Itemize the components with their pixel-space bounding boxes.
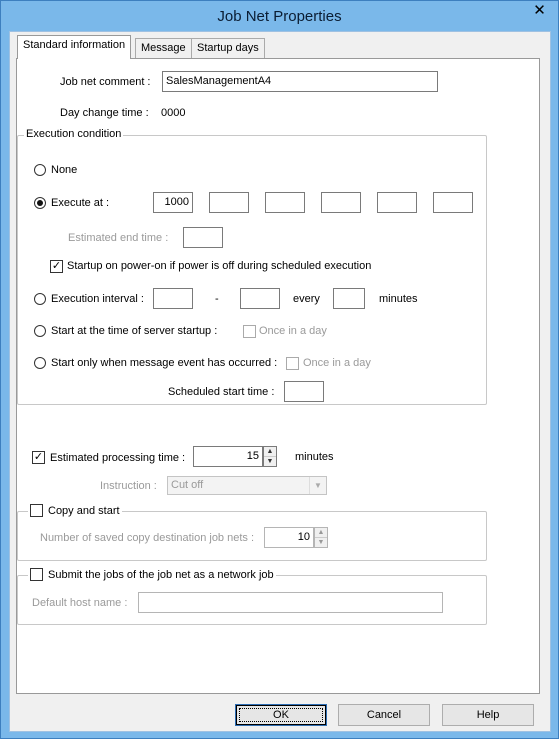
interval-minutes-label: minutes xyxy=(379,293,418,305)
saved-copy-input[interactable]: 10 xyxy=(264,527,314,548)
window-title: Job Net Properties xyxy=(217,8,342,25)
dialog-client xyxy=(9,31,551,732)
interval-start-input[interactable] xyxy=(153,288,193,309)
interval-every-label: every xyxy=(293,293,320,305)
network-job-title: Submit the jobs of the job net as a network job xyxy=(48,568,274,581)
instruction-label: Instruction : xyxy=(100,480,157,492)
interval-dash: - xyxy=(215,293,219,305)
once-a-day-checkbox-2[interactable] xyxy=(286,357,299,370)
day-change-time-value: 0000 xyxy=(161,107,186,119)
scheduled-start-time-label: Scheduled start time : xyxy=(168,386,275,398)
once-a-day-label-1: Once in a day xyxy=(259,325,327,337)
cancel-button[interactable]: Cancel xyxy=(338,704,430,726)
execution-interval-radio[interactable] xyxy=(34,293,46,305)
execute-at-time-2[interactable] xyxy=(209,192,249,213)
tab-label: Message xyxy=(141,42,186,54)
tab-message[interactable] xyxy=(135,38,192,59)
execute-at-time-6[interactable] xyxy=(433,192,473,213)
server-startup-radio[interactable] xyxy=(34,325,46,337)
tab-startup-days[interactable] xyxy=(191,38,265,59)
tab-standard-information[interactable] xyxy=(17,35,131,59)
message-event-label: Start only when message event has occurred : xyxy=(51,357,278,369)
default-host-label: Default host name : xyxy=(32,597,128,609)
tab-label: Standard information xyxy=(23,39,126,51)
message-event-radio[interactable] xyxy=(34,357,46,369)
spin-up-icon[interactable]: ▲ xyxy=(264,447,276,457)
tab-label: Startup days xyxy=(197,42,259,54)
copy-and-start-group xyxy=(17,504,487,561)
saved-copy-label: Number of saved copy destination job nets : xyxy=(40,532,255,544)
once-a-day-checkbox-1[interactable] xyxy=(243,325,256,338)
server-startup-label: Start at the time of server startup : xyxy=(51,325,218,337)
copy-and-start-checkbox[interactable] xyxy=(30,504,43,517)
saved-copy-spinner[interactable] xyxy=(314,527,328,548)
copy-and-start-title: Copy and start xyxy=(48,504,120,517)
startup-power-on-checkbox[interactable]: ✓ xyxy=(51,260,62,272)
estimated-processing-input[interactable]: 15 xyxy=(193,446,263,467)
execute-at-time-4[interactable] xyxy=(321,192,361,213)
execute-at-label: Execute at : xyxy=(51,197,110,209)
focus-ring xyxy=(239,708,323,722)
spin-up-icon[interactable]: ▲ xyxy=(315,528,327,538)
ok-button[interactable] xyxy=(235,704,327,726)
execute-at-time-5[interactable] xyxy=(377,192,417,213)
job-net-comment-label: Job net comment : xyxy=(60,76,151,88)
execute-at-radio[interactable] xyxy=(34,197,46,209)
ok-label: OK xyxy=(273,709,289,721)
interval-minutes-input[interactable] xyxy=(333,288,365,309)
title-bar[interactable] xyxy=(1,1,558,31)
close-icon[interactable]: ✕ xyxy=(533,2,546,19)
spin-down-icon[interactable]: ▼ xyxy=(317,539,325,546)
once-a-day-label-2: Once in a day xyxy=(303,357,371,369)
network-job-group xyxy=(17,568,487,625)
estimated-processing-label: Estimated processing time : xyxy=(50,452,186,464)
help-button[interactable]: Help xyxy=(442,704,534,726)
chevron-down-icon[interactable]: ▼ xyxy=(309,477,326,494)
spin-down-icon[interactable]: ▼ xyxy=(266,458,274,465)
copy-and-start-legend xyxy=(28,504,122,517)
execution-condition-title: Execution condition xyxy=(26,128,122,140)
startup-power-on-label: Startup on power-on if power is off during scheduled execution xyxy=(67,260,372,272)
default-host-input[interactable] xyxy=(138,592,443,613)
interval-end-input[interactable] xyxy=(240,288,280,309)
tab-panel-standard xyxy=(16,58,540,694)
job-net-comment-input[interactable]: SalesManagementA4 xyxy=(162,71,438,92)
execution-condition-legend xyxy=(24,128,123,140)
execution-interval-label: Execution interval : xyxy=(51,293,144,305)
day-change-time-label: Day change time : xyxy=(60,107,149,119)
execution-condition-group xyxy=(17,128,487,405)
network-job-checkbox[interactable] xyxy=(30,568,43,581)
estimated-end-time-label: Estimated end time : xyxy=(68,232,169,244)
estimated-end-time-input[interactable] xyxy=(183,227,223,248)
execute-at-time-1[interactable]: 1000 xyxy=(153,192,193,213)
none-radio[interactable] xyxy=(34,164,46,176)
network-job-legend xyxy=(28,568,276,581)
estimated-processing-spinner[interactable] xyxy=(263,446,277,467)
estimated-processing-checkbox[interactable]: ✓ xyxy=(33,451,44,463)
none-label: None xyxy=(51,164,78,176)
estimated-processing-minutes: minutes xyxy=(295,451,334,463)
scheduled-start-time-input[interactable] xyxy=(284,381,324,402)
execute-at-time-3[interactable] xyxy=(265,192,305,213)
instruction-value: Cut off xyxy=(171,479,204,491)
instruction-select[interactable] xyxy=(167,476,327,495)
